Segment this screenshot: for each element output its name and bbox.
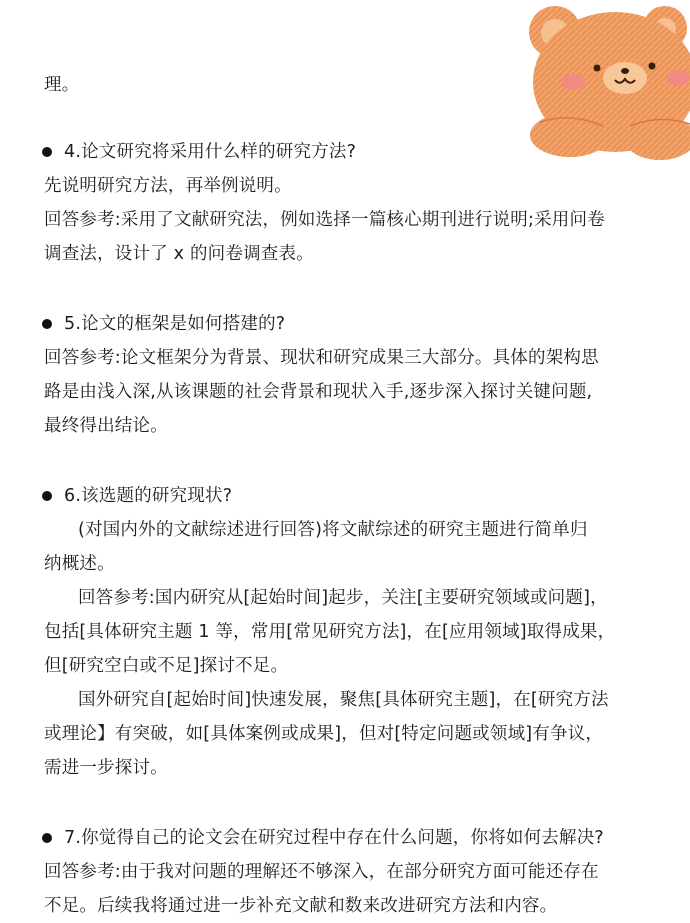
question-heading: 6.该选题的研究现状? bbox=[42, 479, 656, 513]
lead-line: 理。 bbox=[44, 75, 80, 95]
answer-line: 先说明研究方法，再举例说明。 bbox=[44, 176, 292, 196]
bullet-icon bbox=[42, 319, 52, 329]
answer-line: 调查法，设计了 x 的问卷调查表。 bbox=[44, 244, 314, 264]
answer-line: 需进一步探讨。 bbox=[44, 758, 168, 778]
answer-line: 但[研究空白或不足]探讨不足。 bbox=[44, 656, 289, 676]
section-q6 bbox=[44, 479, 656, 785]
document-body bbox=[44, 68, 656, 923]
answer-line: 路是由浅入深,从该课题的社会背景和现状入手,逐步深入探讨关键问题, bbox=[44, 382, 593, 402]
answer-line: (对国内外的文献综述进行回答)将文献综述的研究主题进行简单归 bbox=[78, 520, 588, 540]
question-heading: 7.你觉得自己的论文会在研究过程中存在什么问题，你将如何去解决? bbox=[42, 821, 656, 855]
bullet-icon bbox=[42, 833, 52, 843]
answer-line: 纳概述。 bbox=[44, 554, 115, 574]
answer-line: 回答参考:国内研究从[起始时间]起步，关注[主要研究领域或问题]， bbox=[78, 588, 608, 608]
answer-line: 回答参考:采用了文献研究法，例如选择一篇核心期刊进行说明;采用问卷 bbox=[44, 210, 605, 230]
answer-line: 回答参考:由于我对问题的理解还不够深入，在部分研究方面可能还存在 bbox=[44, 862, 599, 882]
section-q5 bbox=[44, 307, 656, 443]
question-heading: 4.论文研究将采用什么样的研究方法? bbox=[42, 135, 656, 169]
answer-line: 不足。后续我将通过进一步补充文献和数来改进研究方法和内容。 bbox=[44, 896, 558, 916]
answer-line: 回答参考:论文框架分为背景、现状和研究成果三大部分。具体的架构思 bbox=[44, 348, 599, 368]
answer-line: 国外研究自[起始时间]快速发展，聚焦[具体研究主题]，在[研究方法 bbox=[78, 690, 609, 710]
question-heading: 5.论文的框架是如何搭建的? bbox=[42, 307, 656, 341]
answer-line: 包括[具体研究主题 1 等，常用[常见研究方法]，在[应用领域]取得成果， bbox=[44, 622, 616, 642]
bullet-icon bbox=[42, 147, 52, 157]
section-q7 bbox=[44, 821, 656, 923]
answer-line: 或理论】有突破，如[具体案例或成果]，但对[特定问题或领域]有争议， bbox=[44, 724, 604, 744]
section-q4 bbox=[44, 135, 656, 271]
bullet-icon bbox=[42, 491, 52, 501]
answer-line: 最终得出结论。 bbox=[44, 416, 168, 436]
